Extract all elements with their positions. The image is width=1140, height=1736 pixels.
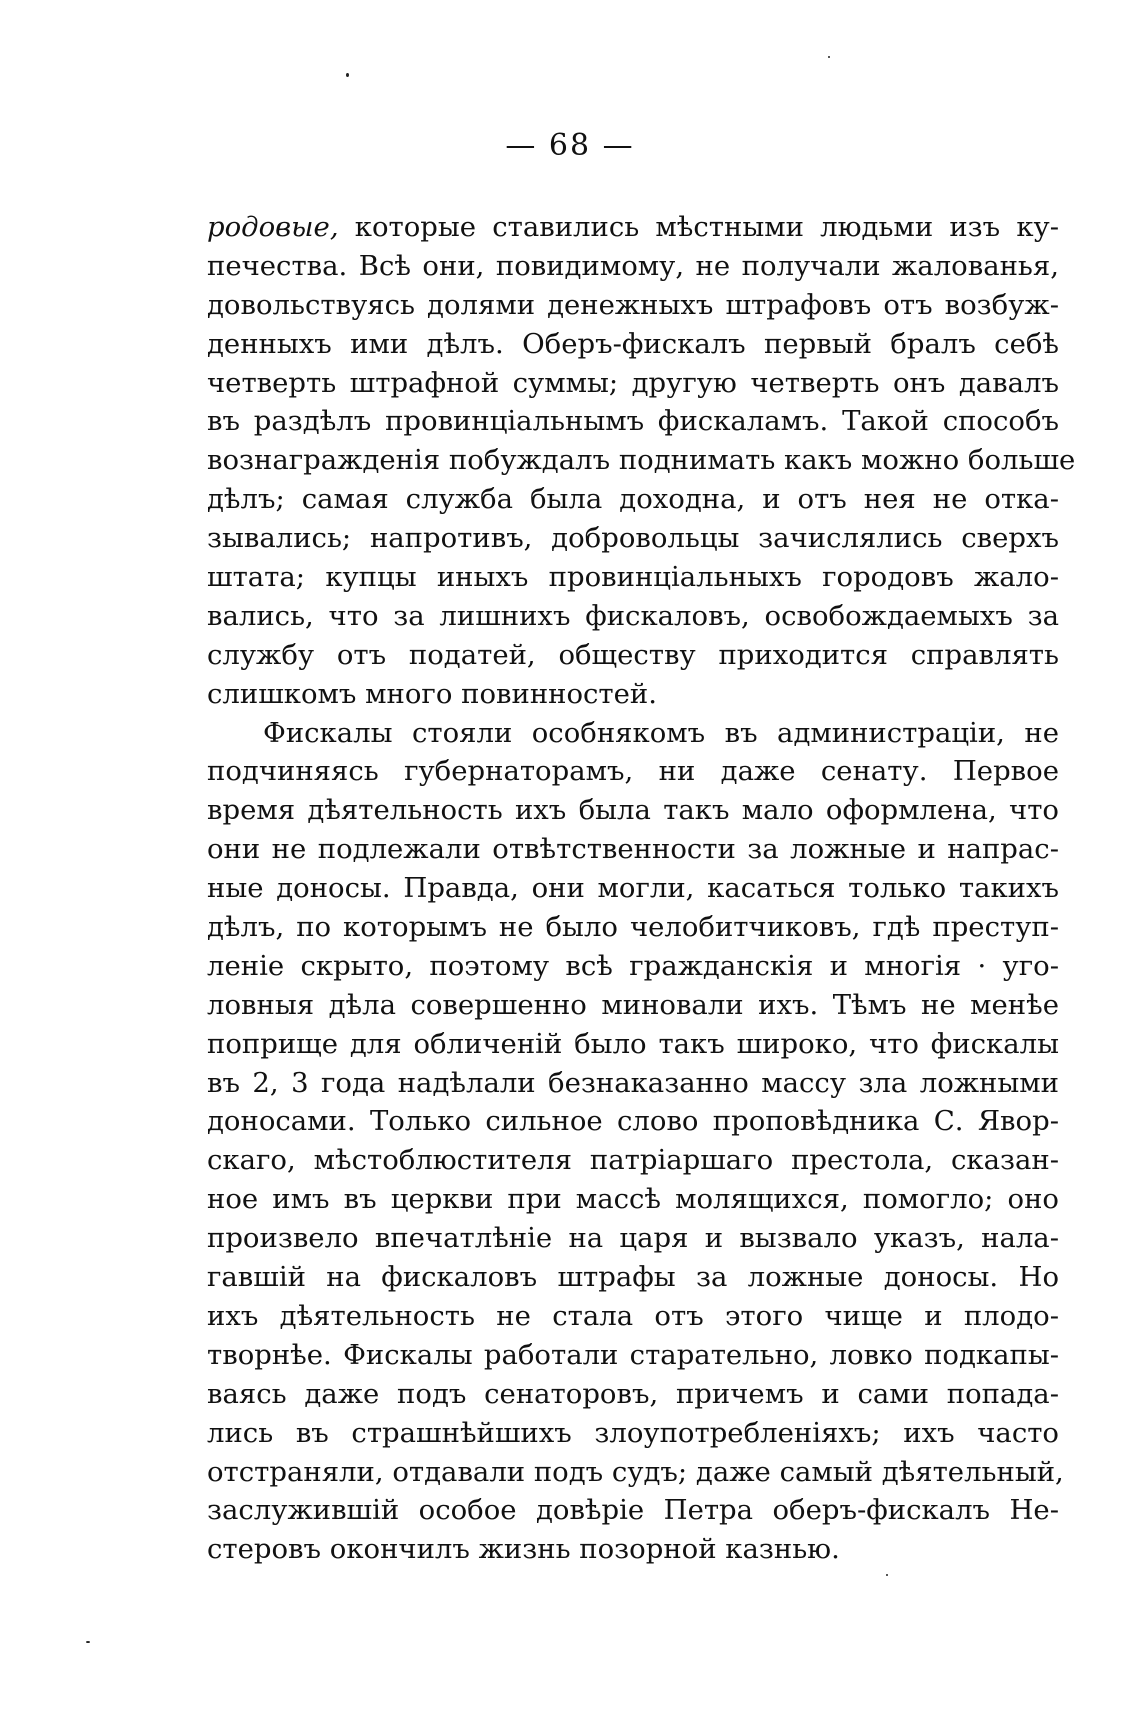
text-line: ихъ дѣятельность не стала отъ этого чище и плодо- [207,1299,1059,1332]
text-line: четверть штрафной суммы; другую четверть онъ давалъ [207,366,1059,399]
text-line: слишкомъ много повинностей. [207,677,657,710]
text-line: ные доносы. Правда, они могли, касаться только такихъ [207,872,1059,905]
text-line: довольствуясь долями денежныхъ штрафовъ отъ возбуж- [207,288,1059,321]
text-line: ваясь даже подъ сенаторовъ, причемъ и сами попада- [207,1377,1059,1410]
text-line: денныхъ ими дѣлъ. Оберъ-фискалъ первый бралъ себѣ [207,327,1059,360]
text-line: скаго, мѣстоблюстителя патріаршаго престола, сказан- [207,1144,1059,1177]
text-line: они не подлежали отвѣтственности за ложные и напрас- [207,833,1059,866]
text-line: леніе скрыто, поэтому всѣ гражданскія и многія · уго- [207,949,1059,982]
scan-speck [86,1641,90,1643]
text-line: творнѣе. Фискалы работали старательно, ловко подкапы- [207,1338,1059,1371]
text-line: доносами. Только сильное слово проповѣдника С. Явор- [207,1105,1059,1138]
text-line: отстраняли, отдавали подъ судъ; даже самый дѣятельный, [207,1455,1064,1488]
text-line: гавшій на фискаловъ штрафы за ложные доносы. Но [207,1261,1059,1294]
text-line: время дѣятельность ихъ была такъ мало оформлена, что [207,794,1059,827]
text-line: въ 2, 3 года надѣлали безнаказанно массу зла ложными [207,1066,1059,1099]
text-line: подчиняясь губернаторамъ, ни даже сенату. Первое [207,755,1059,788]
text-line: ловныя дѣла совершенно миновали ихъ. Тѣмъ не менѣе [207,988,1059,1021]
line-rest: которые ставились мѣстными людьми изъ ку- [338,211,1059,243]
text-line: произвело впечатлѣніе на царя и вызвало указъ, нала- [207,1222,1059,1255]
text-line: вались, что за лишнихъ фискаловъ, освобождаемыхъ за [207,599,1059,632]
paragraph-2 [207,714,1064,1570]
text-line: лись въ страшнѣйшихъ злоупотребленіяхъ; ихъ часто [207,1416,1059,1449]
text-line: Фискалы стояли особнякомъ въ администраціи, не [263,716,1059,749]
page-number: — 68 — [505,128,635,163]
text-line: печества. Всѣ они, повидимому, не получали жалованья, [207,249,1059,282]
text-line: ное имъ въ церкви при массѣ молящихся, помогло; оно [207,1183,1059,1216]
text-line [207,208,1059,247]
italic-word: родовые, [207,211,339,243]
paragraph-1 [207,208,1076,714]
text-line: дѣлъ, по которымъ не было челобитчиковъ, гдѣ преступ- [207,911,1059,944]
text-line: стеровъ окончилъ жизнь позорной казнью. [207,1533,840,1566]
body-text [207,208,1076,1569]
text-line: службу отъ податей, обществу приходится справлять [207,638,1059,671]
scan-speck [828,56,830,58]
text-line: поприще для обличеній было такъ широко, что фискалы [207,1027,1059,1060]
text-line: зывались; напротивъ, добровольцы зачислялись сверхъ [207,522,1059,555]
text-line: заслужившій особое довѣріе Петра оберъ-фискалъ Не- [207,1494,1059,1527]
scan-speck [886,1574,888,1576]
scan-speck [346,73,349,77]
text-line: дѣлъ; самая служба была доходна, и отъ нея не отка- [207,483,1059,516]
text-line: въ раздѣлъ провинціальнымъ фискаламъ. Такой способъ [207,405,1059,438]
text-line: штата; купцы иныхъ провинціальныхъ городовъ жало- [207,561,1059,594]
text-line: вознагражденія побуждалъ поднимать какъ можно больше [207,444,1076,477]
